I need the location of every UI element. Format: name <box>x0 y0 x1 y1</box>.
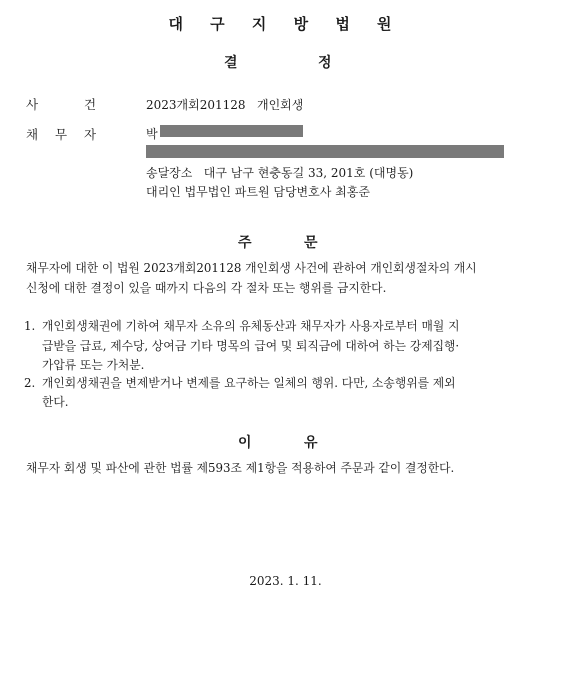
redacted-debtor-name <box>160 125 303 137</box>
case-label-char2: 건 <box>84 97 97 112</box>
order-heading-char2: 문 <box>304 235 318 251</box>
debtor-agent: 대리인 법무법인 파트원 담당변호사 최홍준 <box>146 185 370 199</box>
case-number: 2023개회201128 개인회생 <box>146 98 304 112</box>
debtor-label-char3: 자 <box>84 127 97 142</box>
debtor-label-char1: 채 <box>26 127 39 142</box>
decision-date: 2023. 1. 11. <box>249 574 322 588</box>
reason-heading-char2: 유 <box>304 435 318 451</box>
order-item-2-line1: 개인회생채권을 변제받거나 변제를 요구하는 일체의 행위. 다만, 소송행위를 제외 <box>42 376 456 390</box>
debtor-label-char2: 무 <box>55 127 68 142</box>
debtor-name-prefix: 박 <box>146 127 158 141</box>
order-intro-line2: 신청에 대한 결정이 있을 때까지 다음의 각 절차 또는 행위를 금지한다. <box>26 281 387 295</box>
reason-heading-char1: 이 <box>238 435 252 451</box>
redacted-debtor-address <box>146 145 504 158</box>
order-item-1-line2: 급받을 급료, 제수당, 상여금 기타 명목의 급여 및 퇴직금에 대하여 하는 강제집행· <box>42 339 460 353</box>
order-heading-char1: 주 <box>238 235 252 251</box>
service-address: 송달장소 대구 남구 현충동길 33, 201호 (대명동) <box>146 166 414 180</box>
document-type-char2: 정 <box>318 55 332 71</box>
document-type-char1: 결 <box>224 55 238 71</box>
order-item-2-number: 2. <box>24 376 36 390</box>
case-label-char1: 사 <box>26 97 39 112</box>
order-item-2-line2: 한다. <box>42 395 69 409</box>
order-item-1-line3: 가압류 또는 가처분. <box>42 358 145 372</box>
order-item-1-number: 1. <box>24 319 36 333</box>
reason-text: 채무자 회생 및 파산에 관한 법률 제593조 제1항을 적용하여 주문과 같이 결정한다. <box>26 461 455 475</box>
order-item-1-line1: 개인회생채권에 기하여 채무자 소유의 유체동산과 채무자가 사용자로부터 매월 지 <box>42 319 460 333</box>
court-name: 대 구 지 방 법 원 <box>168 15 403 33</box>
order-intro-line1: 채무자에 대한 이 법원 2023개회201128 개인회생 사건에 관하여 개인회생절차의 개시 <box>26 261 477 275</box>
